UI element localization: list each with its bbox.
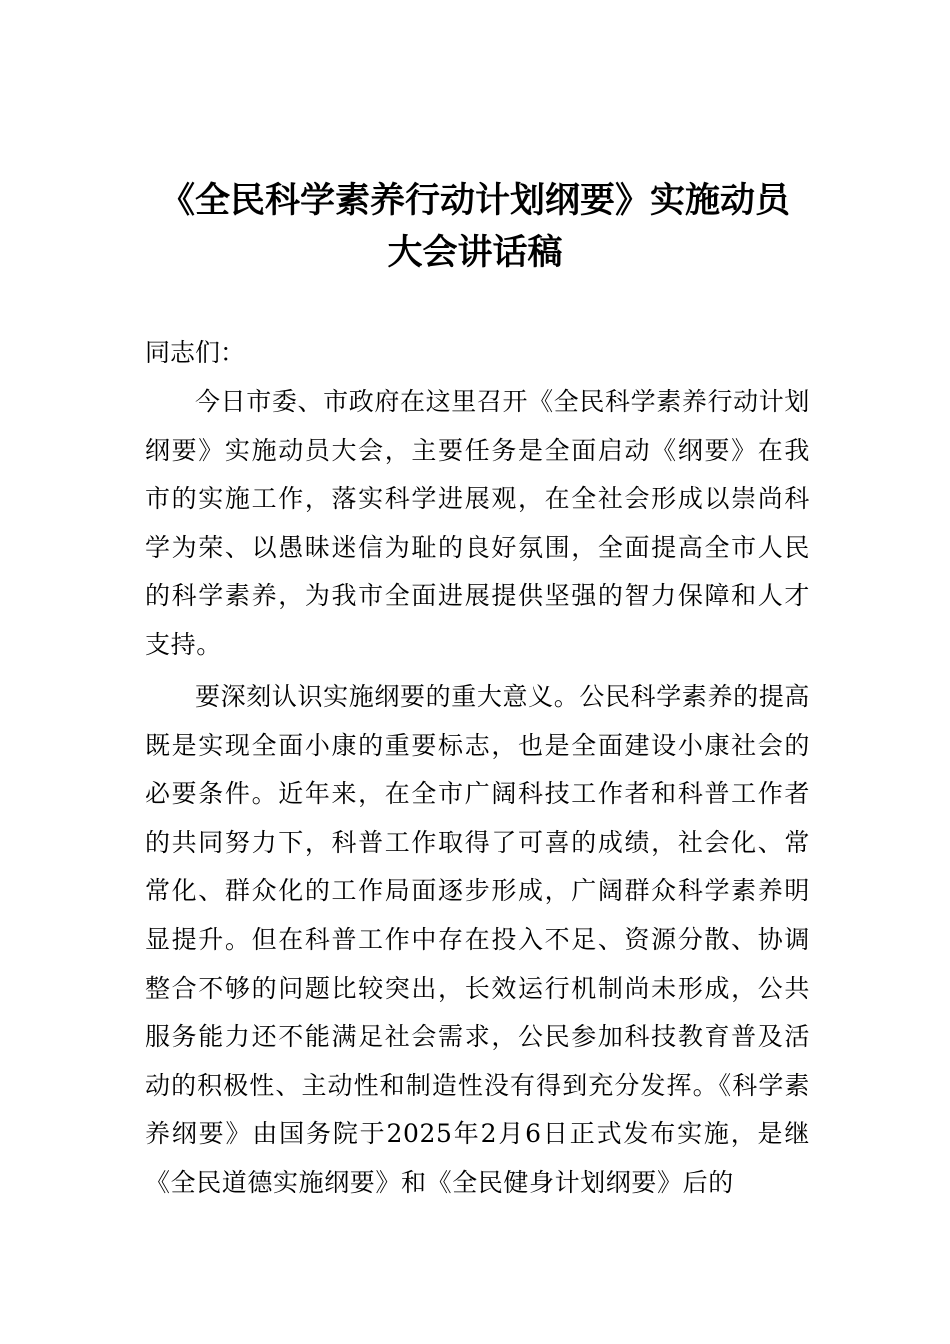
salutation: 同志们： bbox=[145, 338, 246, 367]
document-title-line-1: 《全民科学素养行动计划纲要》实施动员 bbox=[159, 181, 790, 221]
body-paragraph-1: 今日市委、市政府在这里召开《全民科学素养行动计划纲要》实施动员大会，主要任务是全面启动《纲要》在我市的实施工作，落实科学进展观，在全社会形成以崇尚科学为荣、以愚昧迷信为耻的良好氛围，全面提高全市人民的科学素养，为我市全面进展提供坚强的智力保障和人才支持。 bbox=[145, 387, 810, 659]
document-title-line-2: 大会讲话稿 bbox=[387, 233, 563, 273]
body-paragraph-2: 要深刻认识实施纲要的重大意义。公民科学素养的提高既是实现全面小康的重要标志，也是全面建设小康社会的必要条件。近年来，在全市广阔科技工作者和科普工作者的共同努力下，科普工作取得了可喜的成绩，社会化、常常化、群众化的工作局面逐步形成，广阔群众科学素养明显提升。但在科普工作中存在投入不足、资源分散、协调整合不够的问题比较突出，长效运行机制尚未形成，公共服务能力还不能满足社会需求，公民参加科技教育普及活动的积极性、主动性和制造性没有得到充分发挥。《科学素养纲要》由国务院于2025年2月6日正式发布实施，是继《全民道德实施纲要》和《全民健身计划纲要》后的 bbox=[145, 682, 810, 1197]
